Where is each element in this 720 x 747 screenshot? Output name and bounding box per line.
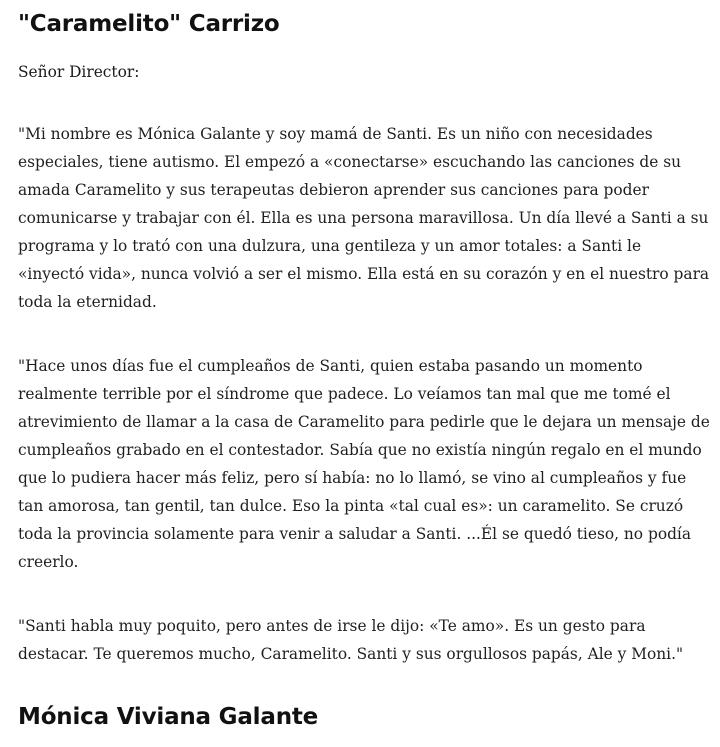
salutation: Señor Director: <box>18 63 140 81</box>
letter-title: "Caramelito" Carrizo <box>18 11 280 37</box>
paragraph-2: "Hace unos días fue el cumpleaños de Santi, quien estaba pasando un momento realmente terrible por el síndrome que padece. Lo veíamos tan mal que me tomé el atrevimiento de llamar a la casa de Caramelito para pedirle que le dejara un mensaje de cumpleaños grabado en el contestador. Sabía que no existía ningún regalo en el mundo que lo pudiera hacer más feliz, pero sí había: no lo llamó, se vino al cumpleaños y fue tan amorosa, tan gentil, tan dulce. Eso la pinta «tal cual es»: un caramelito. Se cruzó toda la provincia solamente para venir a saludar a Santi. ...Él se quedó tieso, no podía creerlo. <box>18 357 710 571</box>
signature-name: Mónica Viviana Galante <box>18 704 319 730</box>
paragraph-1: "Mi nombre es Mónica Galante y soy mamá de Santi. Es un niño con necesidades especiales, tiene autismo. El empezó a «conectarse» escuchando las canciones de su amada Caramelito y sus terapeutas debieron aprender sus canciones para poder comunicarse y trabajar con él. Ella es una persona maravillosa. Un día llevé a Santi a su programa y lo trató con una dulzura, una gentileza y un amor totales: a Santi le «inyectó vida», nunca volvió a ser el mismo. Ella está en su corazón y en el nuestro para toda la eternidad. <box>18 125 710 311</box>
paragraph-3: "Santi habla muy poquito, pero antes de irse le dijo: «Te amo». Es un gesto para destacar. Te queremos mucho, Caramelito. Santi y sus orgullosos papás, Ale y Moni." <box>18 617 684 663</box>
